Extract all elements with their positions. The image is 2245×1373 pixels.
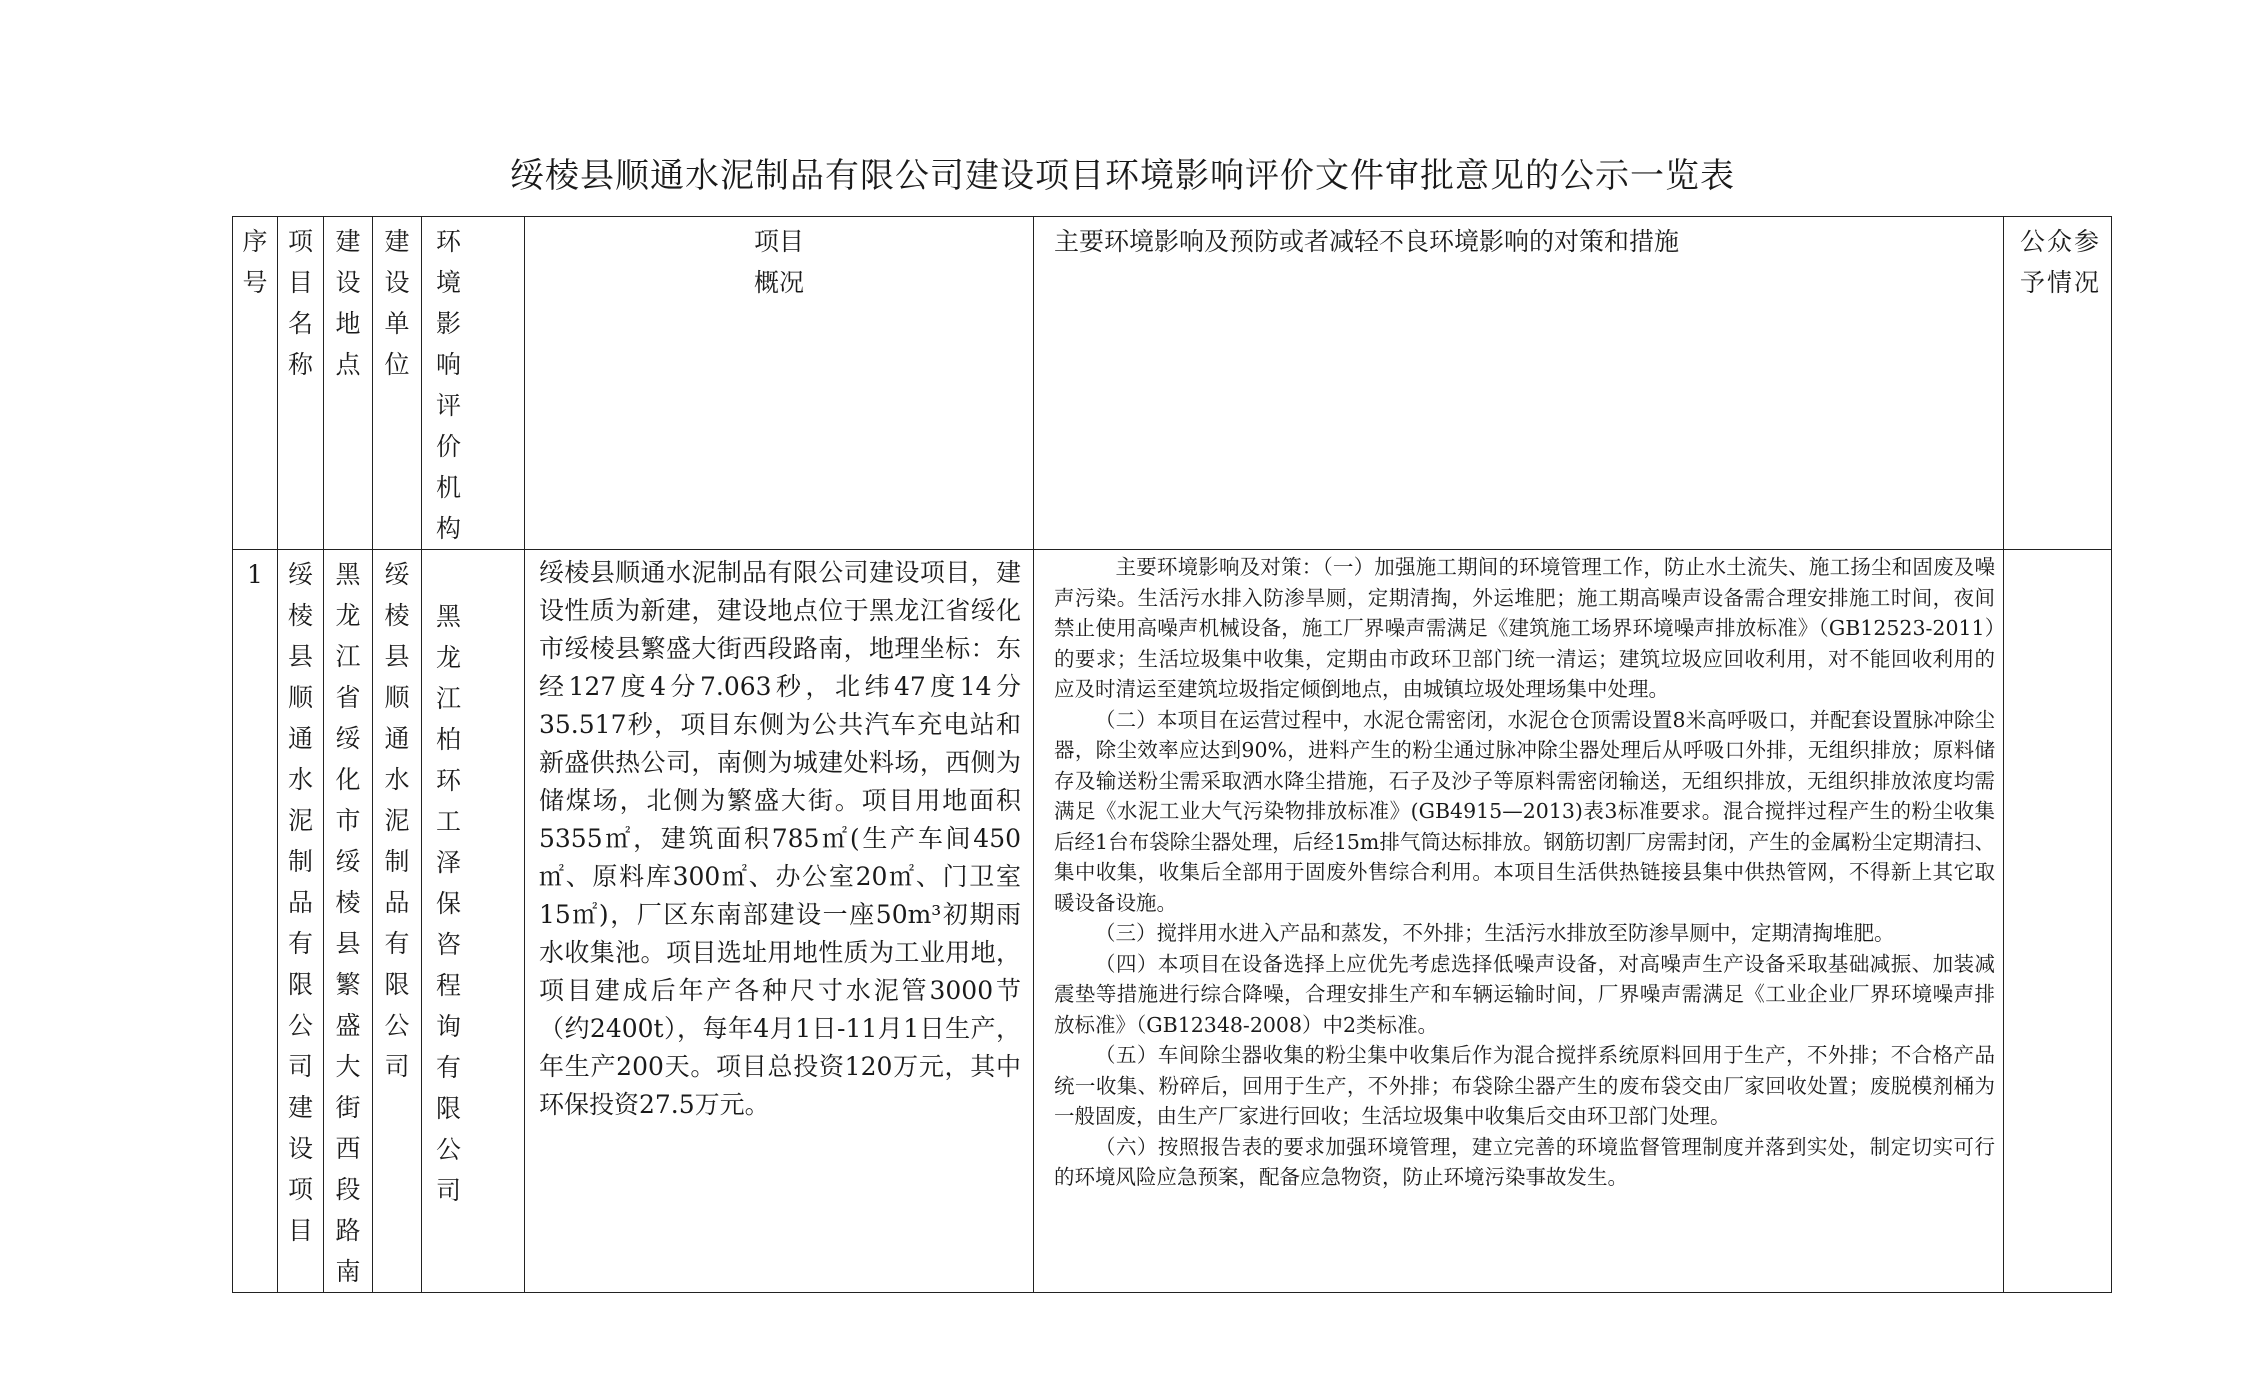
measure-paragraph-4: （四）本项目在设备选择上应优先考虑选择低噪声设备，对高噪声生产设备采取基础减振、加装减震垫等措施进行综合降噪，合理安排生产和车辆运输时间，厂界噪声需满足《工业企业厂界环境噪声排放标准》（GB12348-2008）中2类标准。 [1054, 951, 1995, 1037]
row-seq: 1 [247, 560, 263, 589]
row-agency: 黑龙江柏环工泽保咨程询有限公司 [436, 602, 490, 1205]
row-location: 黑龙江省绥化市绥棱县繁盛大街西段路南 [335, 560, 361, 1286]
measure-paragraph-1: 主要环境影响及对策：（一）加强施工期间的环境管理工作，防止水土流失、施工扬尘和固废及噪声污染。生活污水排入防渗旱厕，定期清掏，外运堆肥；施工期高噪声设备需合理安排施工时间，夜间禁止使用高噪声机械设备，施工厂界噪声需满足《建筑施工场界环境噪声排放标准》（GB12523-2011）的要求；生活垃圾集中收集，定期由市政环卫部门统一清运；建筑垃圾应回收利用，对不能回收利用的应及时清运至建筑垃圾指定倾倒地点，由城镇垃圾处理场集中处理。 [1054, 555, 1995, 701]
header-seq [233, 217, 278, 550]
header-project-name-label: 项目名称 [287, 227, 313, 379]
header-project-name [278, 217, 324, 550]
cell-overview [525, 550, 1034, 1293]
row-unit: 绥棱县顺通水泥制品有限公司 [384, 560, 410, 1081]
header-measures-label: 主要环境影响及预防或者减轻不良环境影响的对策和措施 [1054, 227, 1680, 256]
table-row [233, 550, 2112, 1293]
row-measures [1034, 550, 2003, 1193]
header-agency-label: 环境影响评价机构 [436, 227, 490, 543]
cell-agency [422, 550, 525, 1293]
header-public-label: 公众参予情况 [2020, 227, 2099, 297]
cell-seq [233, 550, 278, 1293]
measure-paragraph-6: （六）按照报告表的要求加强环境管理，建立完善的环境监督管理制度并落到实处，制定切实可行的环境风险应急预案，配备应急物资，防止环境污染事故发生。 [1054, 1134, 1995, 1189]
header-location [324, 217, 373, 550]
header-location-label: 建设地点 [335, 227, 361, 379]
header-agency [422, 217, 525, 550]
header-overview-line1: 项目 [753, 227, 804, 256]
header-measures [1034, 217, 2004, 550]
measure-paragraph-5: （五）车间除尘器收集的粉尘集中收集后作为混合搅拌系统原料回用于生产，不外排；不合格产品统一收集、粉碎后，回用于生产，不外排；布袋除尘器产生的废布袋交由厂家回收处置；废脱模剂桶为一般固废，由生产厂家进行回收；生活垃圾集中收集后交由环卫部门处理。 [1054, 1043, 1995, 1128]
header-public [2004, 217, 2112, 550]
header-overview [525, 217, 1034, 550]
header-overview-line2: 概况 [753, 268, 804, 297]
row-overview: 绥棱县顺通水泥制品有限公司建设项目，建设性质为新建，建设地点位于黑龙江省绥化市绥棱县繁盛大街西段路南，地理坐标：东经127度4分7.063秒，北纬47度14分35.517秒，项目东侧为公共汽车充电站和新盛供热公司，南侧为城建处料场，西侧为储煤场，北侧为繁盛大街。项目用地面积5355㎡，建筑面积785㎡(生产车间450㎡、原料库300㎡、办公室20㎡、门卫室15㎡)，厂区东南部建设一座50m³初期雨水收集池。项目选址用地性质为工业用地，项目建成后年产各种尺寸水泥管3000节（约2400t），每年4月1日-11月1日生产，年生产200天。项目总投资120万元，其中环保投资27.5万元。 [539, 558, 1021, 1119]
row-public [2004, 550, 2111, 554]
header-unit-label: 建设单位 [384, 227, 410, 379]
measure-paragraph-3: （三）搅拌用水进入产品和蒸发，不外排；生活污水排放至防渗旱厕中，定期清掏堆肥。 [1095, 921, 1895, 945]
header-row [233, 217, 2112, 550]
cell-project-name [278, 550, 324, 1293]
cell-public [2004, 550, 2112, 1293]
cell-unit [373, 550, 422, 1293]
header-unit [373, 217, 422, 550]
approval-table [232, 216, 2112, 1293]
measure-paragraph-2: （二）本项目在运营过程中，水泥仓需密闭，水泥仓仓顶需设置8米高呼吸口，并配套设置脉冲除尘器，除尘效率应达到90%，进料产生的粉尘通过脉冲除尘器处理后从呼吸口外排，无组织排放；原料储存及输送粉尘需采取洒水降尘措施，石子及沙子等原料需密闭输送，无组织排放，无组织排放浓度均需满足《水泥工业大气污染物排放标准》(GB4915—2013)表3标准要求。混合搅拌过程产生的粉尘收集后经1台布袋除尘器处理，后经15m排气筒达标排放。钢筋切割厂房需封闭，产生的金属粉尘定期清扫、集中收集，收集后全部用于固废外售综合利用。本项目生活供热链接县集中供热管网，不得新上其它取暖设备设施。 [1054, 707, 1995, 915]
page-title: 绥棱县顺通水泥制品有限公司建设项目环境影响评价文件审批意见的公示一览表 [510, 156, 1735, 196]
row-project-name: 绥棱县顺通水泥制品有限公司建设项目 [287, 560, 313, 1245]
header-seq-label: 序号 [242, 227, 268, 297]
cell-measures [1034, 550, 2004, 1293]
cell-location [324, 550, 373, 1293]
